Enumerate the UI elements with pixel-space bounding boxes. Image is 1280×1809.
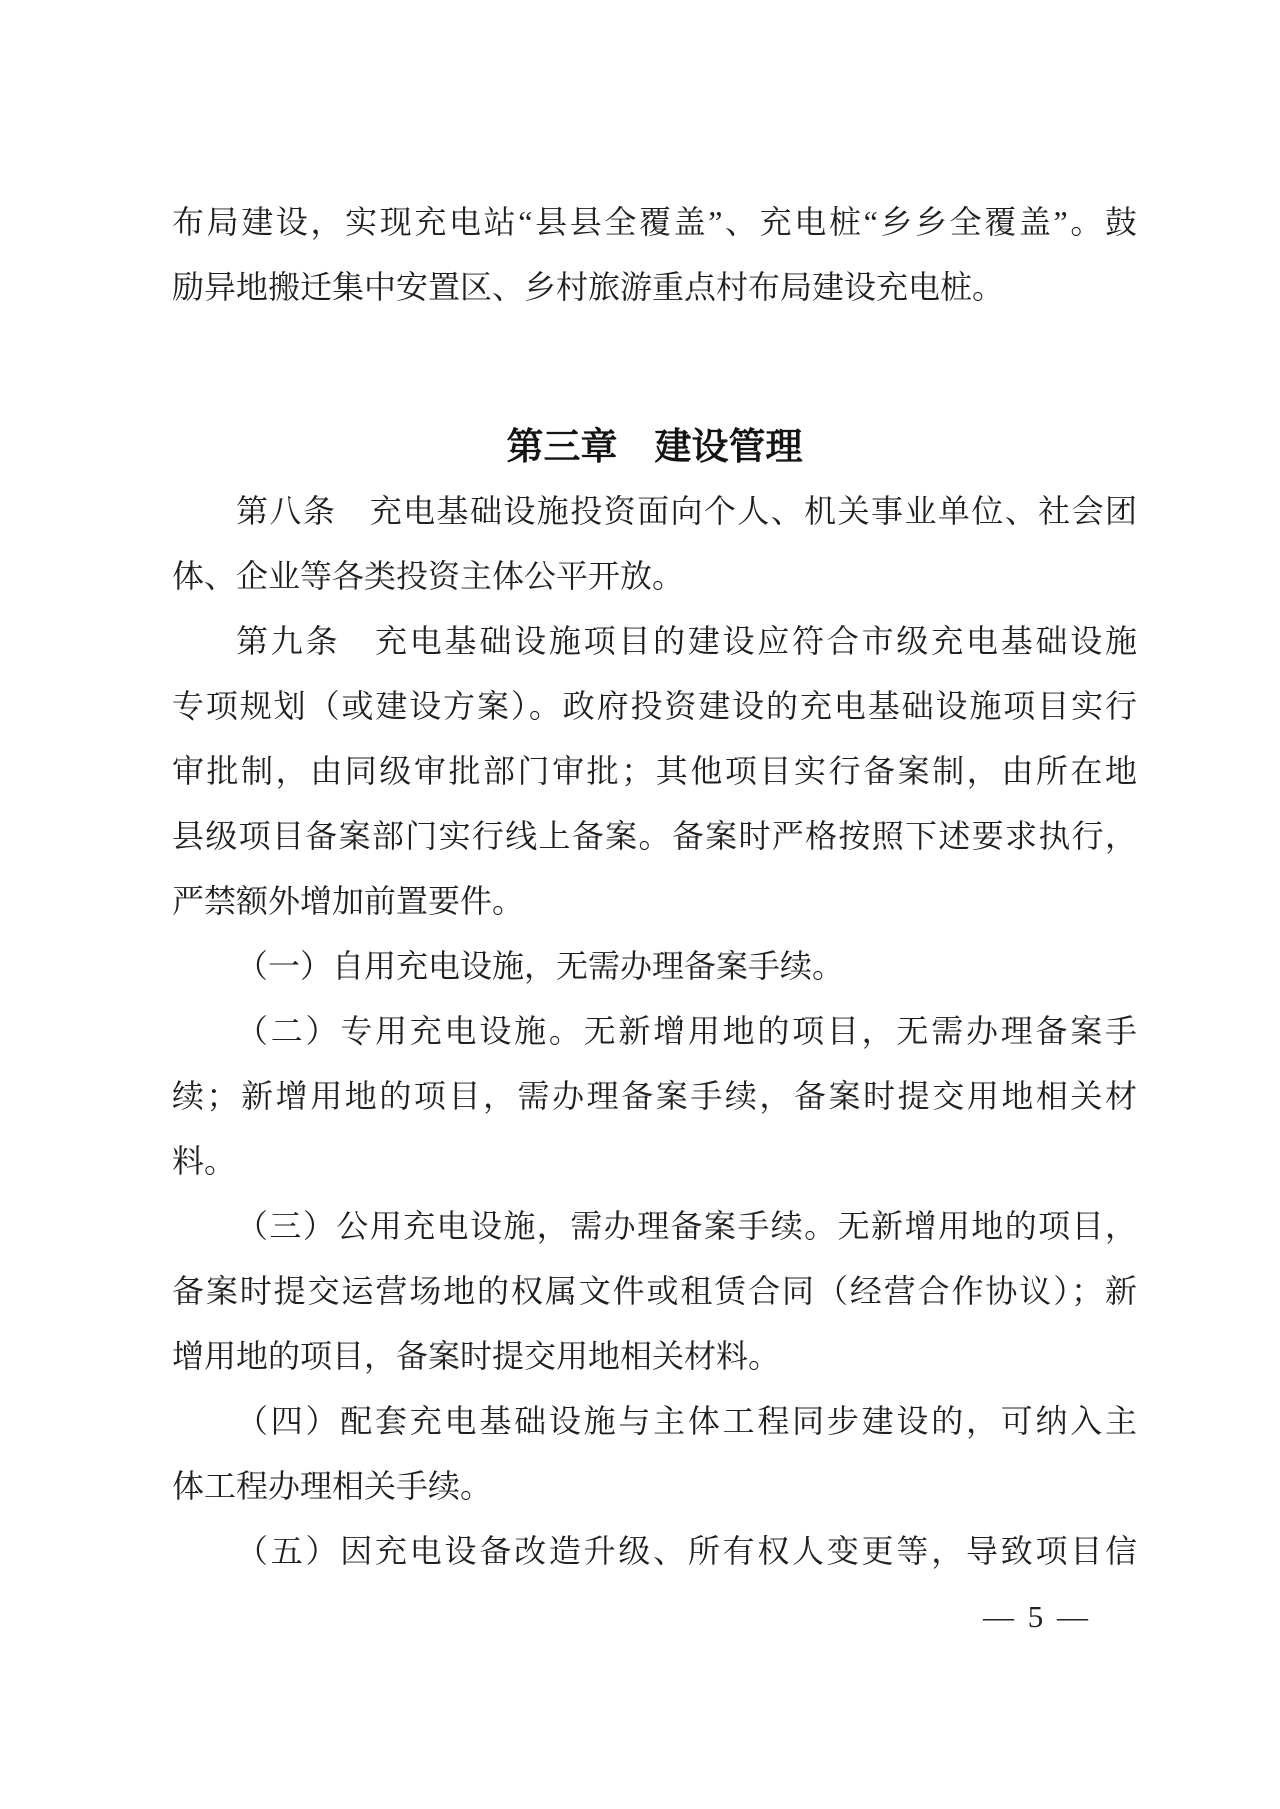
body-line: 专项规划（或建设方案）。政府投资建设的充电基础设施项目实行 bbox=[172, 688, 1137, 724]
body-line: （三）公用充电设施，需办理备案手续。无新增用地的项目， bbox=[236, 1208, 1137, 1244]
body-line: 县级项目备案部门实行线上备案。备案时严格按照下述要求执行， bbox=[172, 818, 1137, 854]
body-line: 第八条 充电基础设施投资面向个人、机关事业单位、社会团 bbox=[236, 493, 1137, 529]
page-body-text bbox=[172, 190, 1137, 1649]
body-line: 续；新增用地的项目，需办理备案手续，备案时提交用地相关材 bbox=[172, 1078, 1137, 1114]
body-line: 励异地搬迁集中安置区、乡村旅游重点村布局建设充电桩。 bbox=[172, 269, 1005, 305]
body-line: 体工程办理相关手续。 bbox=[172, 1468, 493, 1504]
body-line: （四）配套充电基础设施与主体工程同步建设的，可纳入主 bbox=[236, 1403, 1137, 1439]
body-line: （二）专用充电设施。无新增用地的项目，无需办理备案手 bbox=[236, 1013, 1137, 1049]
body-line: 第九条 充电基础设施项目的建设应符合市级充电基础设施 bbox=[236, 623, 1137, 659]
body-line: 布局建设，实现充电站“县县全覆盖”、充电桩“乡乡全覆盖”。鼓 bbox=[172, 204, 1137, 240]
page-number: — 5 — bbox=[983, 1599, 1091, 1634]
body-line: 审批制，由同级审批部门审批；其他项目实行备案制，由所在地 bbox=[172, 753, 1137, 789]
body-line: （一）自用充电设施，无需办理备案手续。 bbox=[236, 948, 845, 984]
body-line: 料。 bbox=[172, 1143, 237, 1179]
body-line: 体、企业等各类投资主体公平开放。 bbox=[172, 558, 685, 594]
body-line: 备案时提交运营场地的权属文件或租赁合同（经营合作协议）；新 bbox=[172, 1273, 1137, 1309]
vertical-spacer bbox=[172, 320, 1137, 414]
chapter-heading: 第三章 建设管理 bbox=[506, 426, 803, 467]
body-line: （五）因充电设备改造升级、所有权人变更等，导致项目信 bbox=[236, 1533, 1137, 1569]
body-line: 严禁额外增加前置要件。 bbox=[172, 883, 525, 919]
body-line: 增用地的项目，备案时提交用地相关材料。 bbox=[172, 1338, 781, 1374]
